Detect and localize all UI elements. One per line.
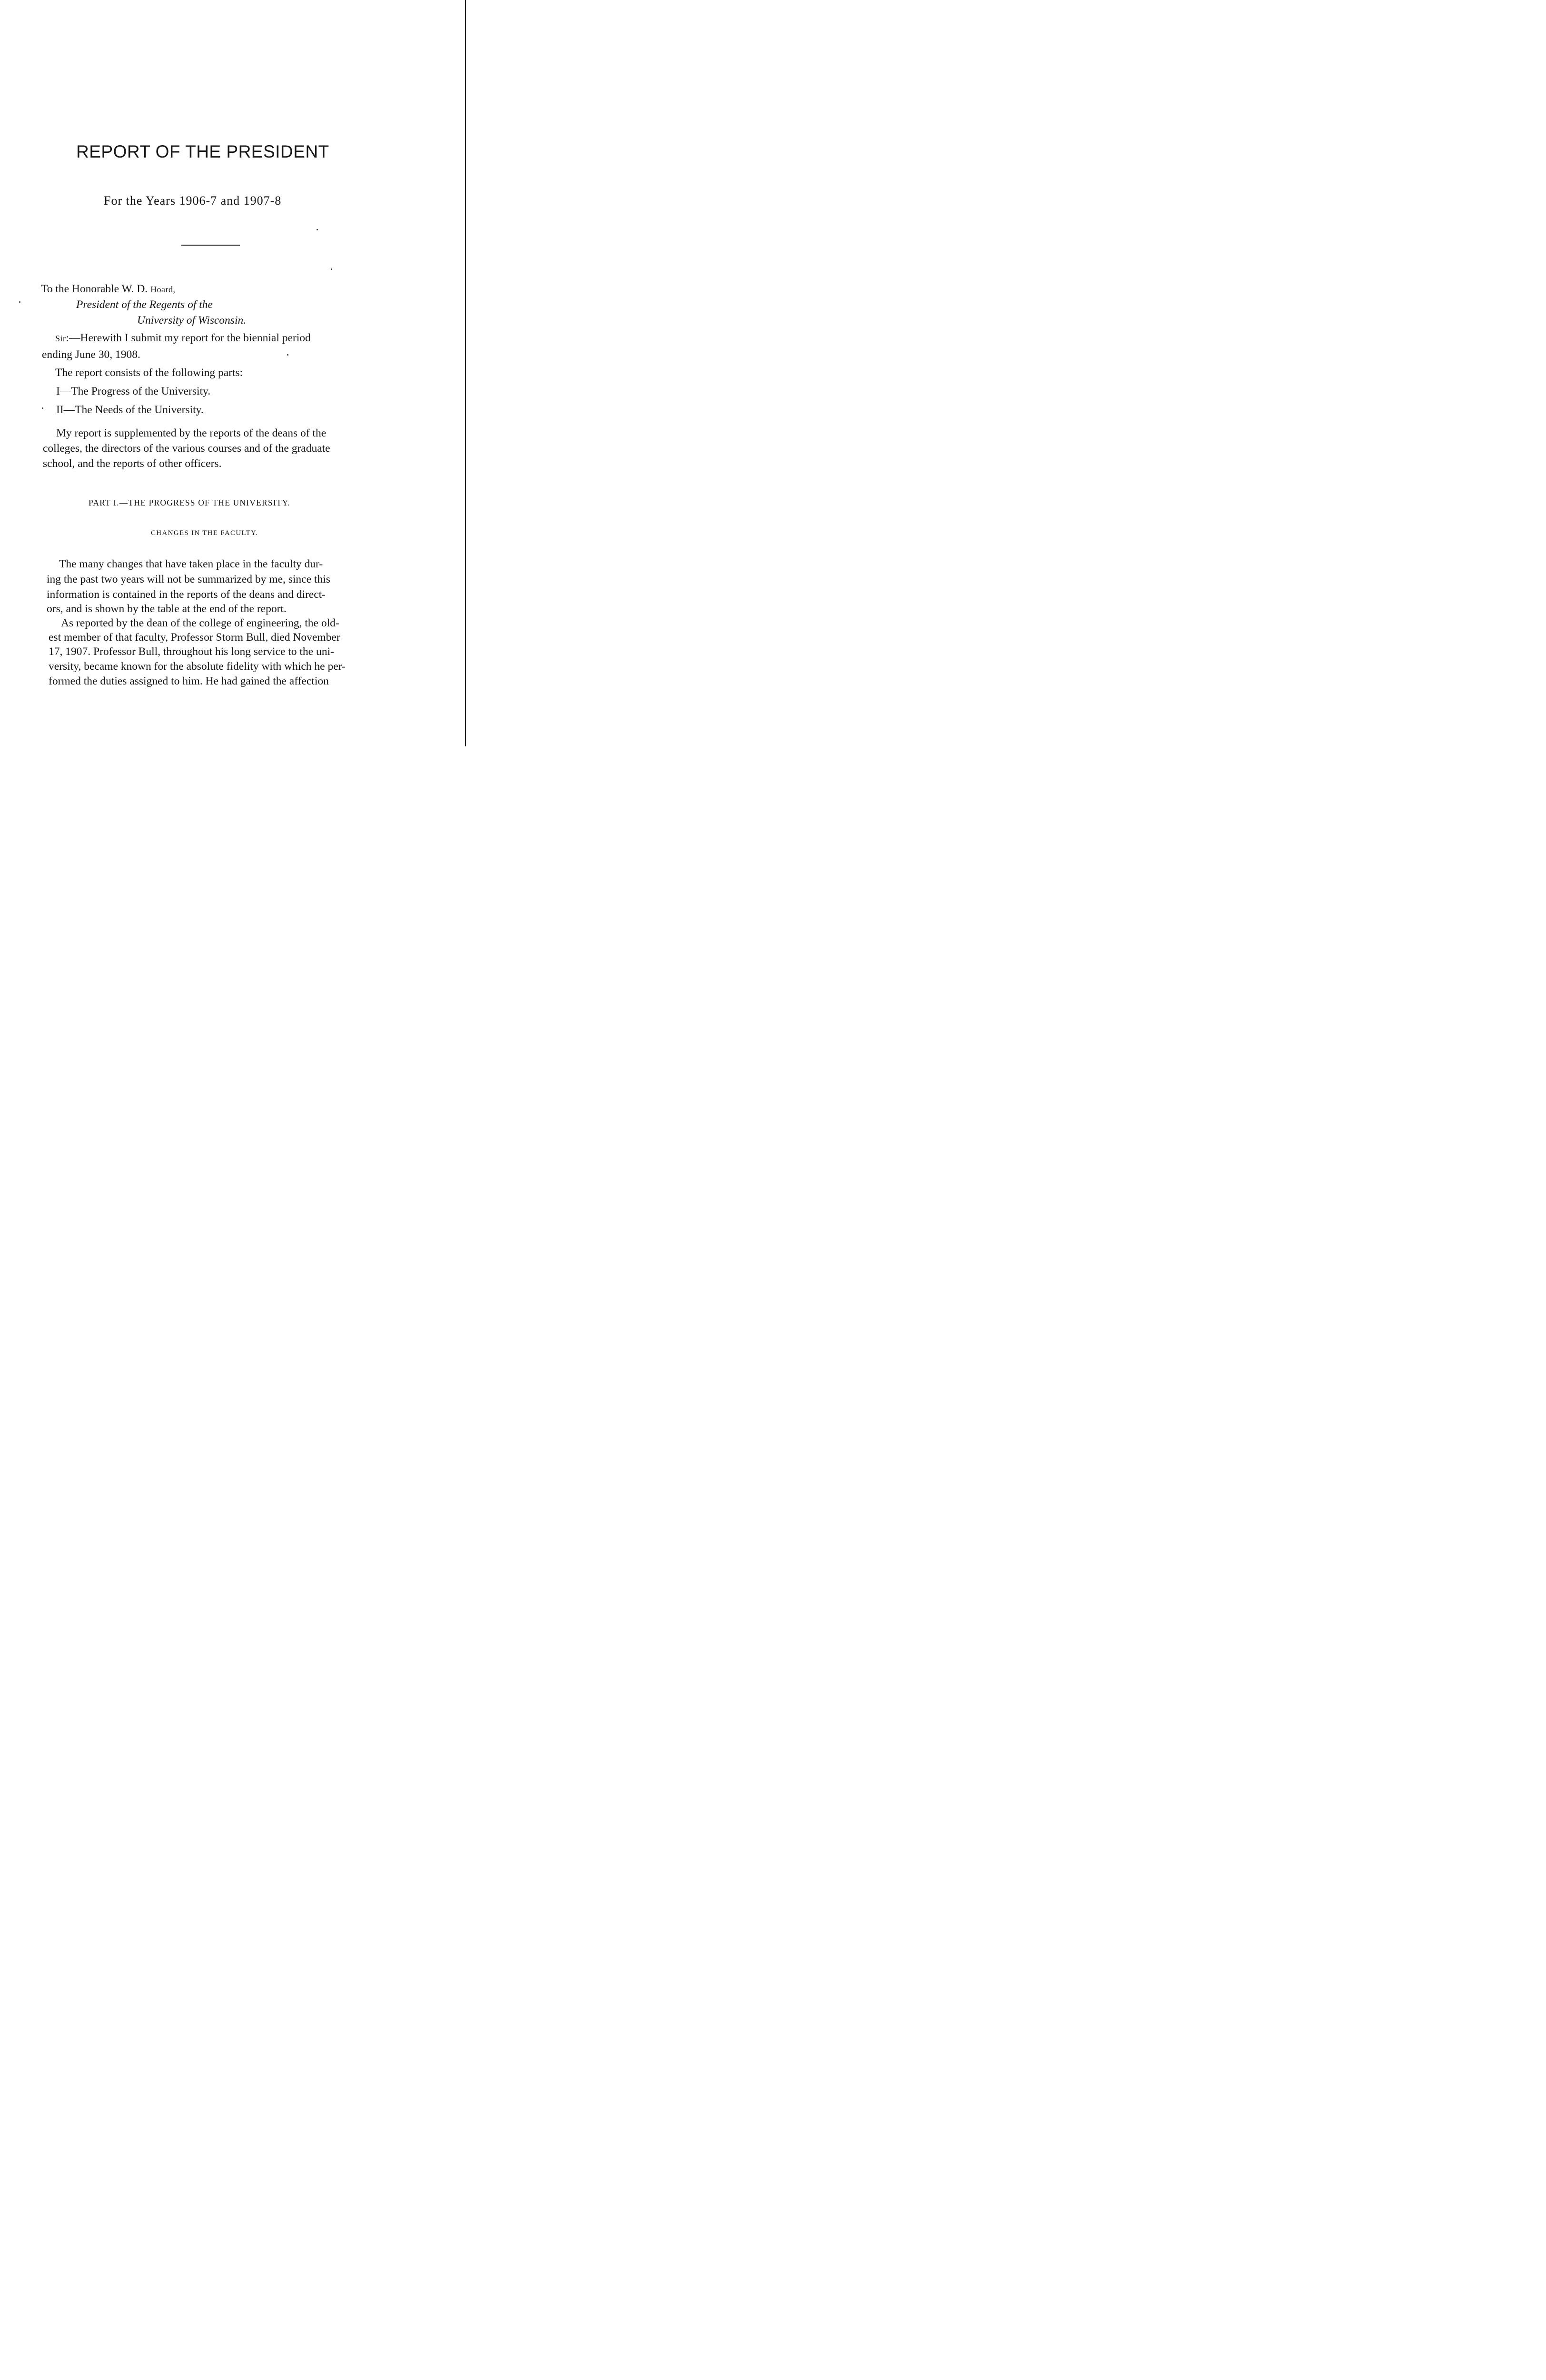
salutation-continuation: ending June 30, 1908.: [42, 348, 140, 361]
paragraph1-line-2: ing the past two years will not be summarized by me, since this: [47, 573, 330, 585]
paragraph2-line-1: As reported by the dean of the college of engineering, the old-: [61, 617, 339, 629]
report-title: REPORT OF THE PRESIDENT: [76, 142, 329, 161]
page-edge-shadow: [465, 0, 466, 746]
document-page: [0, 0, 471, 746]
part-item-1: I—The Progress of the University.: [56, 385, 211, 397]
scan-speck: [331, 268, 332, 270]
supplement-line-2: colleges, the directors of the various courses and of the graduate: [43, 442, 330, 455]
part-heading: PART I.—THE PROGRESS OF THE UNIVERSITY.: [89, 498, 290, 507]
paragraph2-line-4: versity, became known for the absolute fidelity with which he per-: [49, 660, 346, 673]
supplement-line-1: My report is supplemented by the reports of the deans of the: [56, 427, 327, 439]
address-line-2: President of the Regents of the: [76, 298, 213, 311]
address-line-1: [41, 283, 176, 296]
address-name: Hoard,: [150, 285, 176, 294]
paragraph2-line-2: est member of that faculty, Professor Storm Bull, died November: [49, 631, 340, 644]
scan-speck: [42, 407, 43, 409]
report-subtitle: For the Years 1906-7 and 1907-8: [104, 194, 282, 208]
address-prefix: To the Honorable W. D.: [41, 283, 148, 295]
salutation-sir: Sir: [55, 334, 66, 343]
paragraph1-line-3: information is contained in the reports of the deans and direct-: [47, 588, 326, 601]
scan-speck: [317, 229, 318, 230]
section-heading: CHANGES IN THE FACULTY.: [151, 529, 258, 537]
salutation-text: :—Herewith I submit my report for the biennial period: [66, 332, 311, 344]
paragraph1-line-1: The many changes that have taken place in the faculty dur-: [59, 558, 323, 570]
paragraph1-line-4: ors, and is shown by the table at the end of the report.: [47, 603, 287, 615]
paragraph2-line-5: formed the duties assigned to him. He had gained the affection: [49, 675, 329, 687]
part-item-2: II—The Needs of the University.: [56, 404, 204, 416]
paragraph2-line-3: 17, 1907. Professor Bull, throughout his long service to the uni-: [49, 645, 334, 658]
salutation-line: [55, 332, 388, 345]
title-divider: [181, 245, 240, 246]
supplement-line-3: school, and the reports of other officers.: [43, 457, 222, 470]
address-line-3: University of Wisconsin.: [137, 314, 247, 327]
scan-speck: [19, 301, 20, 303]
scan-speck: [287, 354, 288, 356]
parts-intro: The report consists of the following parts:: [55, 367, 243, 379]
